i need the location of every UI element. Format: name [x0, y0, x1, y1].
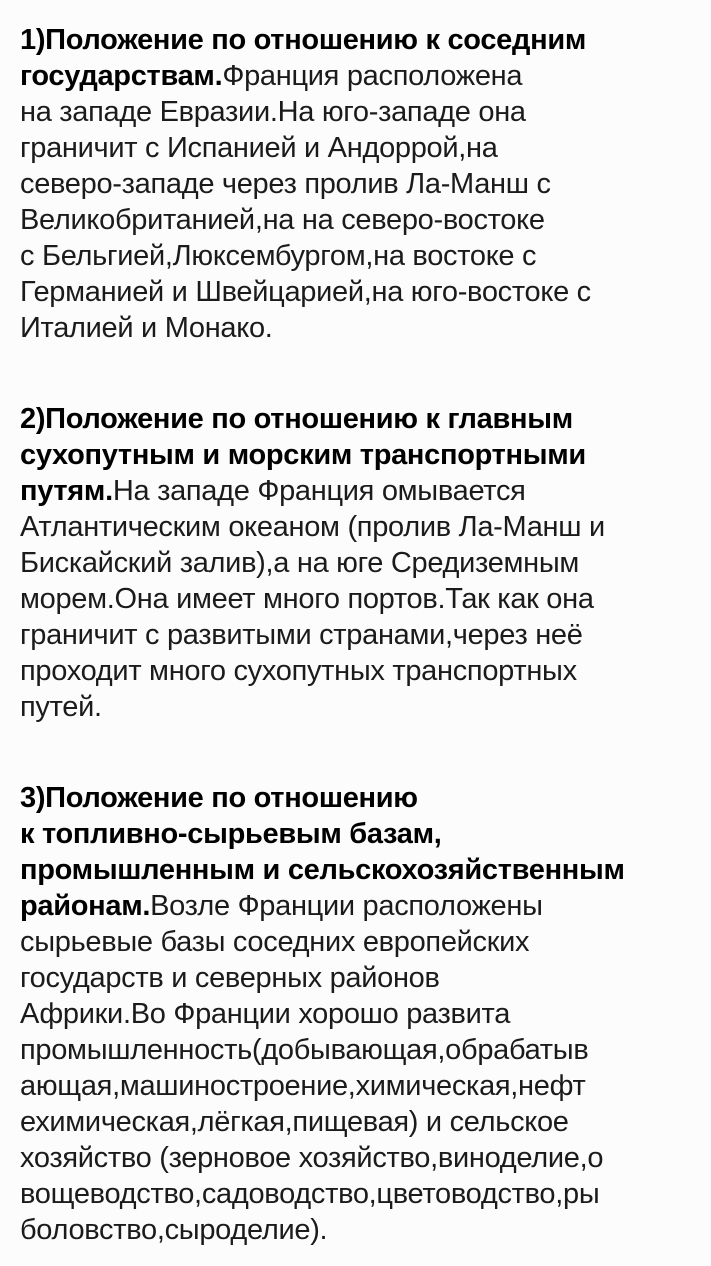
answer-paragraph-2: [20, 401, 701, 725]
text-line: [20, 1140, 701, 1176]
text-line: [20, 310, 701, 346]
body-text: граничит с Испанией и Андоррой,на: [20, 132, 498, 164]
text-line: [20, 22, 701, 58]
heading-bold-text: путям.: [20, 475, 113, 507]
body-text: проходит много сухопутных транспортных: [20, 655, 577, 687]
text-line: [20, 437, 701, 473]
text-line: [20, 960, 701, 996]
text-line: [20, 996, 701, 1032]
text-line: [20, 238, 701, 274]
text-line: [20, 1032, 701, 1068]
heading-bold-text: 1)Положение по отношению к соседним: [20, 24, 587, 56]
body-text: сырьевые базы соседних европейских: [20, 926, 530, 958]
body-text: Африки.Во Франции хорошо развита: [20, 998, 511, 1030]
body-text: государств и северных районов: [20, 962, 440, 994]
text-line: [20, 689, 701, 725]
body-text: на западе Евразии.На юго-западе она: [20, 96, 526, 128]
body-text: с Бельгией,Люксембургом,на востоке с: [20, 240, 537, 272]
text-line: [20, 780, 701, 816]
body-text: промышленность(добывающая,обрабатыв: [20, 1034, 589, 1066]
text-line: [20, 653, 701, 689]
text-line: [20, 166, 701, 202]
body-text: граничит с развитыми странами,через неё: [20, 619, 583, 651]
answer-paragraph-3: [20, 780, 701, 1248]
body-text: ающая,машиностроение,химическая,нефт: [20, 1070, 586, 1102]
text-line: [20, 924, 701, 960]
heading-bold-text: 3)Положение по отношению: [20, 782, 418, 814]
heading-bold-text: государствам.: [20, 60, 223, 92]
body-text: путей.: [20, 691, 102, 723]
text-line: [20, 1068, 701, 1104]
heading-bold-text: промышленным и сельскохозяйственным: [20, 854, 625, 886]
text-line: [20, 617, 701, 653]
text-line: [20, 581, 701, 617]
body-text: морем.Она имеет много портов.Так как она: [20, 583, 594, 615]
text-line: [20, 852, 701, 888]
text-line: [20, 509, 701, 545]
text-line: [20, 130, 701, 166]
heading-bold-text: сухопутным и морским транспортными: [20, 439, 586, 471]
text-line: [20, 401, 701, 437]
heading-bold-text: районам.: [20, 890, 151, 922]
text-line: [20, 473, 701, 509]
body-text: Атлантическим океаном (пролив Ла-Манш и: [20, 511, 605, 543]
body-text: вощеводство,садоводство,цветоводство,ры: [20, 1178, 600, 1210]
text-line: [20, 58, 701, 94]
body-text: хозяйство (зерновое хозяйство,виноделие,о: [20, 1142, 604, 1174]
text-line: [20, 1176, 701, 1212]
text-line: [20, 94, 701, 130]
text-line: [20, 202, 701, 238]
heading-bold-text: 2)Положение по отношению к главным: [20, 403, 573, 435]
text-line: [20, 816, 701, 852]
heading-bold-text: к топливно-сырьевым базам,: [20, 818, 442, 850]
text-line: [20, 545, 701, 581]
text-line: [20, 1104, 701, 1140]
body-text: северо-западе через пролив Ла-Манш с: [20, 168, 551, 200]
body-text: Франция расположена: [222, 60, 523, 92]
body-text: Великобританией,на на северо-востоке: [20, 204, 545, 236]
body-text: боловство,сыроделие).: [20, 1214, 328, 1246]
body-text: Возле Франции расположены: [150, 890, 543, 922]
body-text: ехимическая,лёгкая,пищевая) и сельское: [20, 1106, 569, 1138]
text-line: [20, 888, 701, 924]
body-text: Бискайский залив),а на юге Средиземным: [20, 547, 580, 579]
body-text: Италией и Монако.: [20, 312, 273, 344]
text-line: [20, 1212, 701, 1248]
body-text: Германией и Швейцарией,на юго-востоке с: [20, 276, 591, 308]
answer-paragraph-1: [20, 22, 701, 346]
text-line: [20, 274, 701, 310]
body-text: На западе Франция омывается: [112, 475, 526, 507]
